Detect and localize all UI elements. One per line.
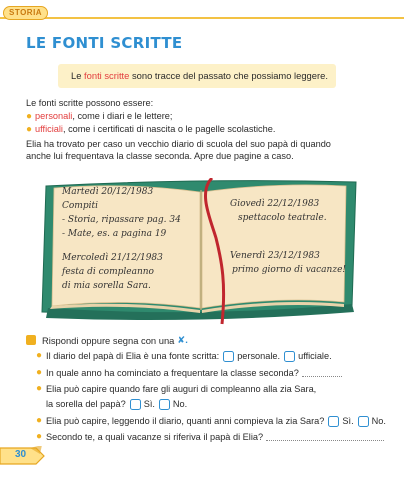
checkbox-no[interactable] [358,416,369,427]
diary-right-line: Venerdì 23/12/1983 [230,251,320,261]
diary-left-line: - Mate, es. a pagina 19 [62,229,167,239]
diary-left-line: Mercoledì 21/12/1983 [62,253,163,263]
intro-item-personal [26,110,172,123]
definition-after: sono tracce del passato che possiamo leggere. [129,70,328,81]
bullet-icon: ● [36,367,43,378]
diary-left-line: festa di compleanno [62,267,154,277]
bullet-icon: ● [36,431,43,442]
checkbox-personale[interactable] [223,351,234,362]
intro-item-official [26,123,275,136]
exercise-instruction [26,334,188,346]
bullet-icon: ● [36,350,43,361]
story-line-2: anche lui frequentava la classe seconda. Apre due pagine a caso. [26,151,294,161]
question-3-cont [46,398,187,410]
diary-right-line: spettacolo teatrale. [238,213,327,223]
answer-line[interactable] [302,369,342,377]
checkbox-si[interactable] [328,416,339,427]
diary-illustration [40,178,362,326]
intro-lead: Le fonti scritte possono essere: [26,98,154,108]
item-rest: , come i certificati di nascita o le pagelle scolastiche. [62,124,276,134]
section-tab: STORIA [3,6,48,20]
question-3 [36,383,316,395]
x-mark-icon: ✘. [177,334,188,345]
option-label: Sì. [342,416,354,426]
definition-box [58,64,336,88]
question-text: Il diario del papà di Elia è una fonte scritta: [46,351,220,361]
diary-left-line: di mia sorella Sara. [62,281,151,291]
item-rest: , come i diari e le lettere; [72,111,173,121]
bullet-icon: ● [26,124,33,135]
question-text: Elia può capire quando fare gli auguri di compleanno alla zia Sara, [46,384,317,394]
definition-term: fonti scritte [84,70,130,81]
option-label: No. [371,416,386,426]
question-text: Elia può capire, leggendo il diario, quanti anni compieva la zia Sara? [46,416,325,426]
diary-left-line: - Storia, ripassare pag. 34 [62,215,181,225]
answer-line[interactable] [266,433,384,441]
exercise-square-icon [26,335,36,345]
story-line-1: Elia ha trovato per caso un vecchio diario di scuola del suo papà di quando [26,139,331,149]
definition-before: Le [71,70,85,81]
question-text: la sorella del papà? [46,399,126,409]
checkbox-ufficiale[interactable] [284,351,295,362]
question-4 [36,415,386,427]
bullet-icon: ● [26,111,33,122]
instruction-text: Rispondi oppure segna con una [42,334,175,346]
diary-right-line: primo giorno di vacanze! [232,265,347,275]
option-label: No. [172,399,188,409]
question-5 [36,431,384,443]
page-number: 30 [15,449,27,460]
bullet-icon: ● [36,383,43,394]
bullet-icon: ● [36,415,43,426]
option-label: ufficiale. [298,351,332,361]
item-term: ufficiali [35,124,63,134]
option-label: Sì. [143,399,155,409]
question-1 [36,350,332,362]
checkbox-no[interactable] [159,399,170,410]
checkbox-si[interactable] [130,399,141,410]
question-text: In quale anno ha cominciato a frequentare la classe seconda? [46,368,299,378]
page-title: LE FONTI SCRITTE [26,34,183,52]
option-label: personale. [237,351,281,361]
section-rule [0,17,404,19]
question-2 [36,367,342,379]
question-text: Secondo te, a quali vacanze si riferiva il papà di Elia? [46,432,264,442]
diary-left-line: Compiti [62,201,98,211]
diary-right-line: Giovedì 22/12/1983 [230,199,320,209]
item-term: personali [35,111,73,121]
diary-left-line: Martedì 20/12/1983 [62,187,154,197]
